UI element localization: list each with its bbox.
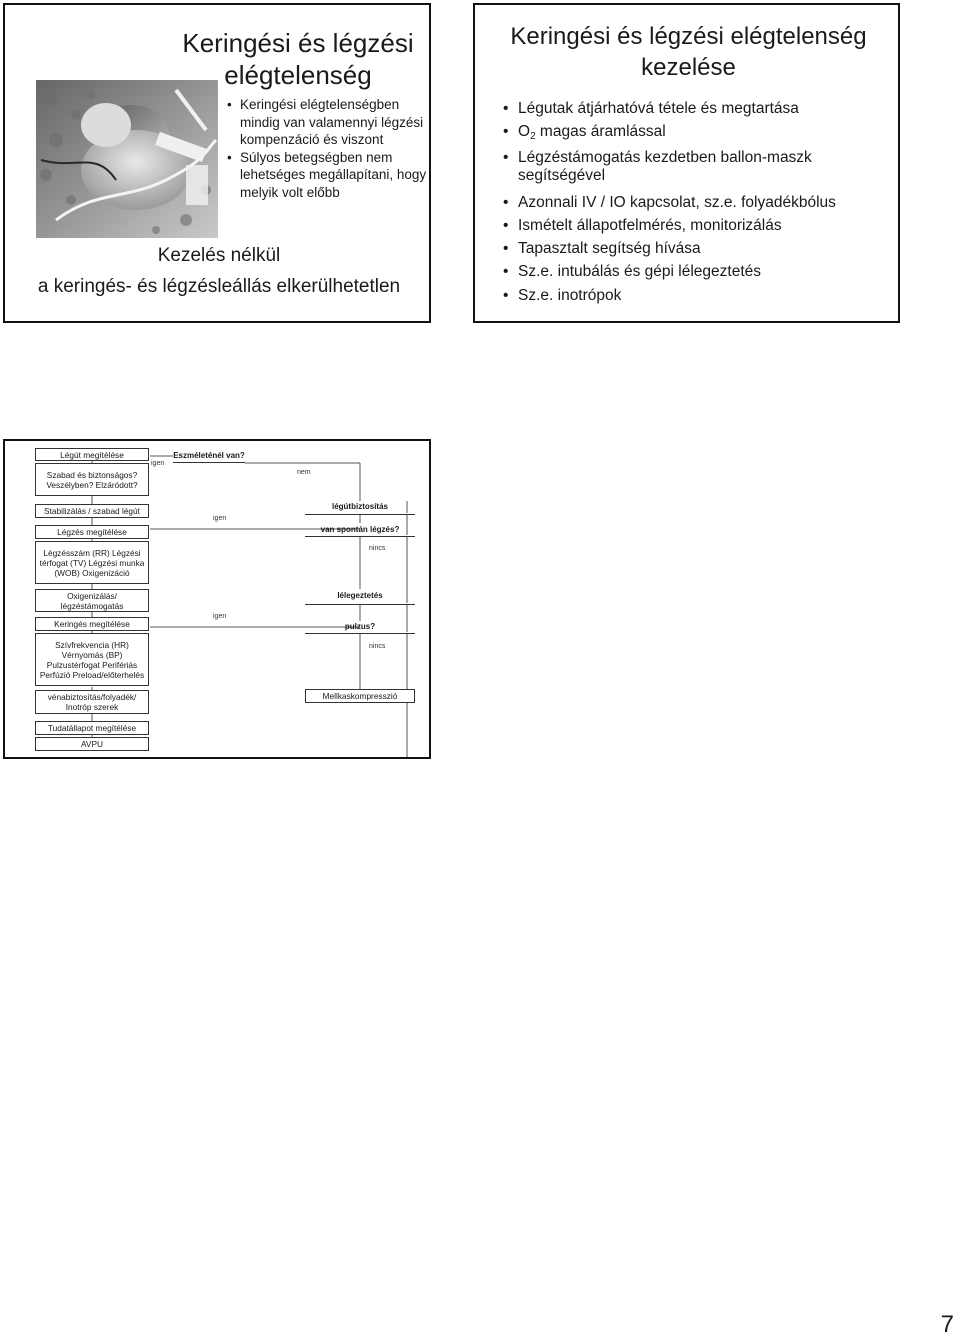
slide-assessment-flowchart — [3, 439, 431, 759]
stabilize-airway-box: Stabilizálás / szabad légút — [35, 504, 149, 518]
iv-fluid-inotrope-box: vénabiztosítás/folyadék/ Inotróp szerek — [35, 690, 149, 714]
page-number: 7 — [940, 1311, 954, 1338]
avpu-box: AVPU — [35, 737, 149, 751]
slide2-bullet: • Légutak átjárhatóvá tétele és megtartása — [503, 97, 893, 120]
label-none: nincs — [369, 643, 386, 650]
slide1-subtitle: Kezelés nélkül — [157, 245, 281, 266]
slide2-bullet: • Tapasztalt segítség hívása — [503, 237, 893, 260]
conscious-question: Eszméleténél van? — [173, 451, 245, 460]
airway-assessment-box: Légút megítélése — [35, 448, 149, 461]
breathing-assessment-box: Légzés megítélése — [35, 525, 149, 539]
airway-securing-underline — [305, 513, 415, 515]
slide1-bullet: • Keringési elégtelenségben mindig van valamennyi légzési kompenzáció és viszont — [227, 96, 427, 149]
pulse-underline — [305, 632, 415, 634]
label-yes: igen — [151, 460, 165, 467]
spontaneous-breathing-question: van spontán légzés? — [320, 525, 400, 534]
o2-rest: magas áramlással — [535, 123, 666, 141]
slide2-bullet: • Ismételt állapotfelmérés, monitorizálás — [503, 214, 893, 237]
slide1-title: Keringési és légzési elégtelenség — [182, 28, 414, 90]
label-yes: igen — [213, 613, 227, 620]
slide2-title: Keringési és légzési elégtelenség kezelése — [510, 23, 867, 81]
o2-subscript: 2 — [530, 131, 536, 143]
slide-circulatory-respiratory-failure — [3, 3, 431, 323]
slide1-bullet-list — [227, 96, 427, 201]
slide2-bullet: • Sz.e. intubálás és gépi lélegeztetés — [503, 260, 893, 283]
chest-compression-box: Mellkaskompresszió — [305, 689, 415, 703]
o2-label: O — [518, 123, 531, 141]
photo-image — [36, 80, 218, 238]
slide2-bullet-oxygen — [503, 120, 893, 148]
label-no: nem — [297, 469, 311, 476]
consciousness-assessment-box: Tudatállapot megítélése — [35, 721, 149, 735]
pulse-question: pulzus? — [344, 622, 376, 631]
ventilation-label: lélegeztetés — [337, 591, 383, 600]
conscious-underline — [173, 461, 245, 463]
label-yes: igen — [213, 515, 227, 522]
airway-securing-label: légútbiztosítás — [331, 502, 388, 511]
oxygenation-support-box: Oxigenizálás/ légzéstámogatás — [35, 589, 149, 612]
slide1-bullet: • Súlyos betegségben nem lehetséges megállapítani, hogy melyik volt előbb — [227, 149, 427, 202]
slide2-bullet-list — [503, 97, 893, 307]
airway-questions-box: Szabad és biztonságos? Veszélyben? Elzáródott? — [35, 463, 149, 496]
label-none: nincs — [369, 545, 386, 552]
slide-management — [473, 3, 900, 323]
slide1-conclusion: a keringés- és légzésleállás elkerülhetetlen — [37, 276, 401, 297]
spontaneous-breathing-underline — [305, 535, 415, 537]
slide2-bullet: • Sz.e. inotrópok — [503, 284, 893, 307]
slide2-bullet: • Légzéstámogatás kezdetben ballon-maszk segítségével — [503, 149, 893, 191]
circulation-parameters-box: Szívfrekvencia (HR) Vérnyomás (BP) Pulzustérfogat Perifériás Perfúzió Preload/előterhelés — [35, 633, 149, 686]
slide2-bullet: • Azonnali IV / IO kapcsolat, sz.e. folyadékbólus — [503, 191, 893, 214]
circulation-assessment-box: Keringés megítélése — [35, 617, 149, 631]
ventilation-underline — [305, 603, 415, 605]
breathing-parameters-box: Légzésszám (RR) Légzési térfogat (TV) Légzési munka (WOB) Oxigenizáció — [35, 541, 149, 584]
infant-intensive-care-photo — [36, 80, 218, 238]
